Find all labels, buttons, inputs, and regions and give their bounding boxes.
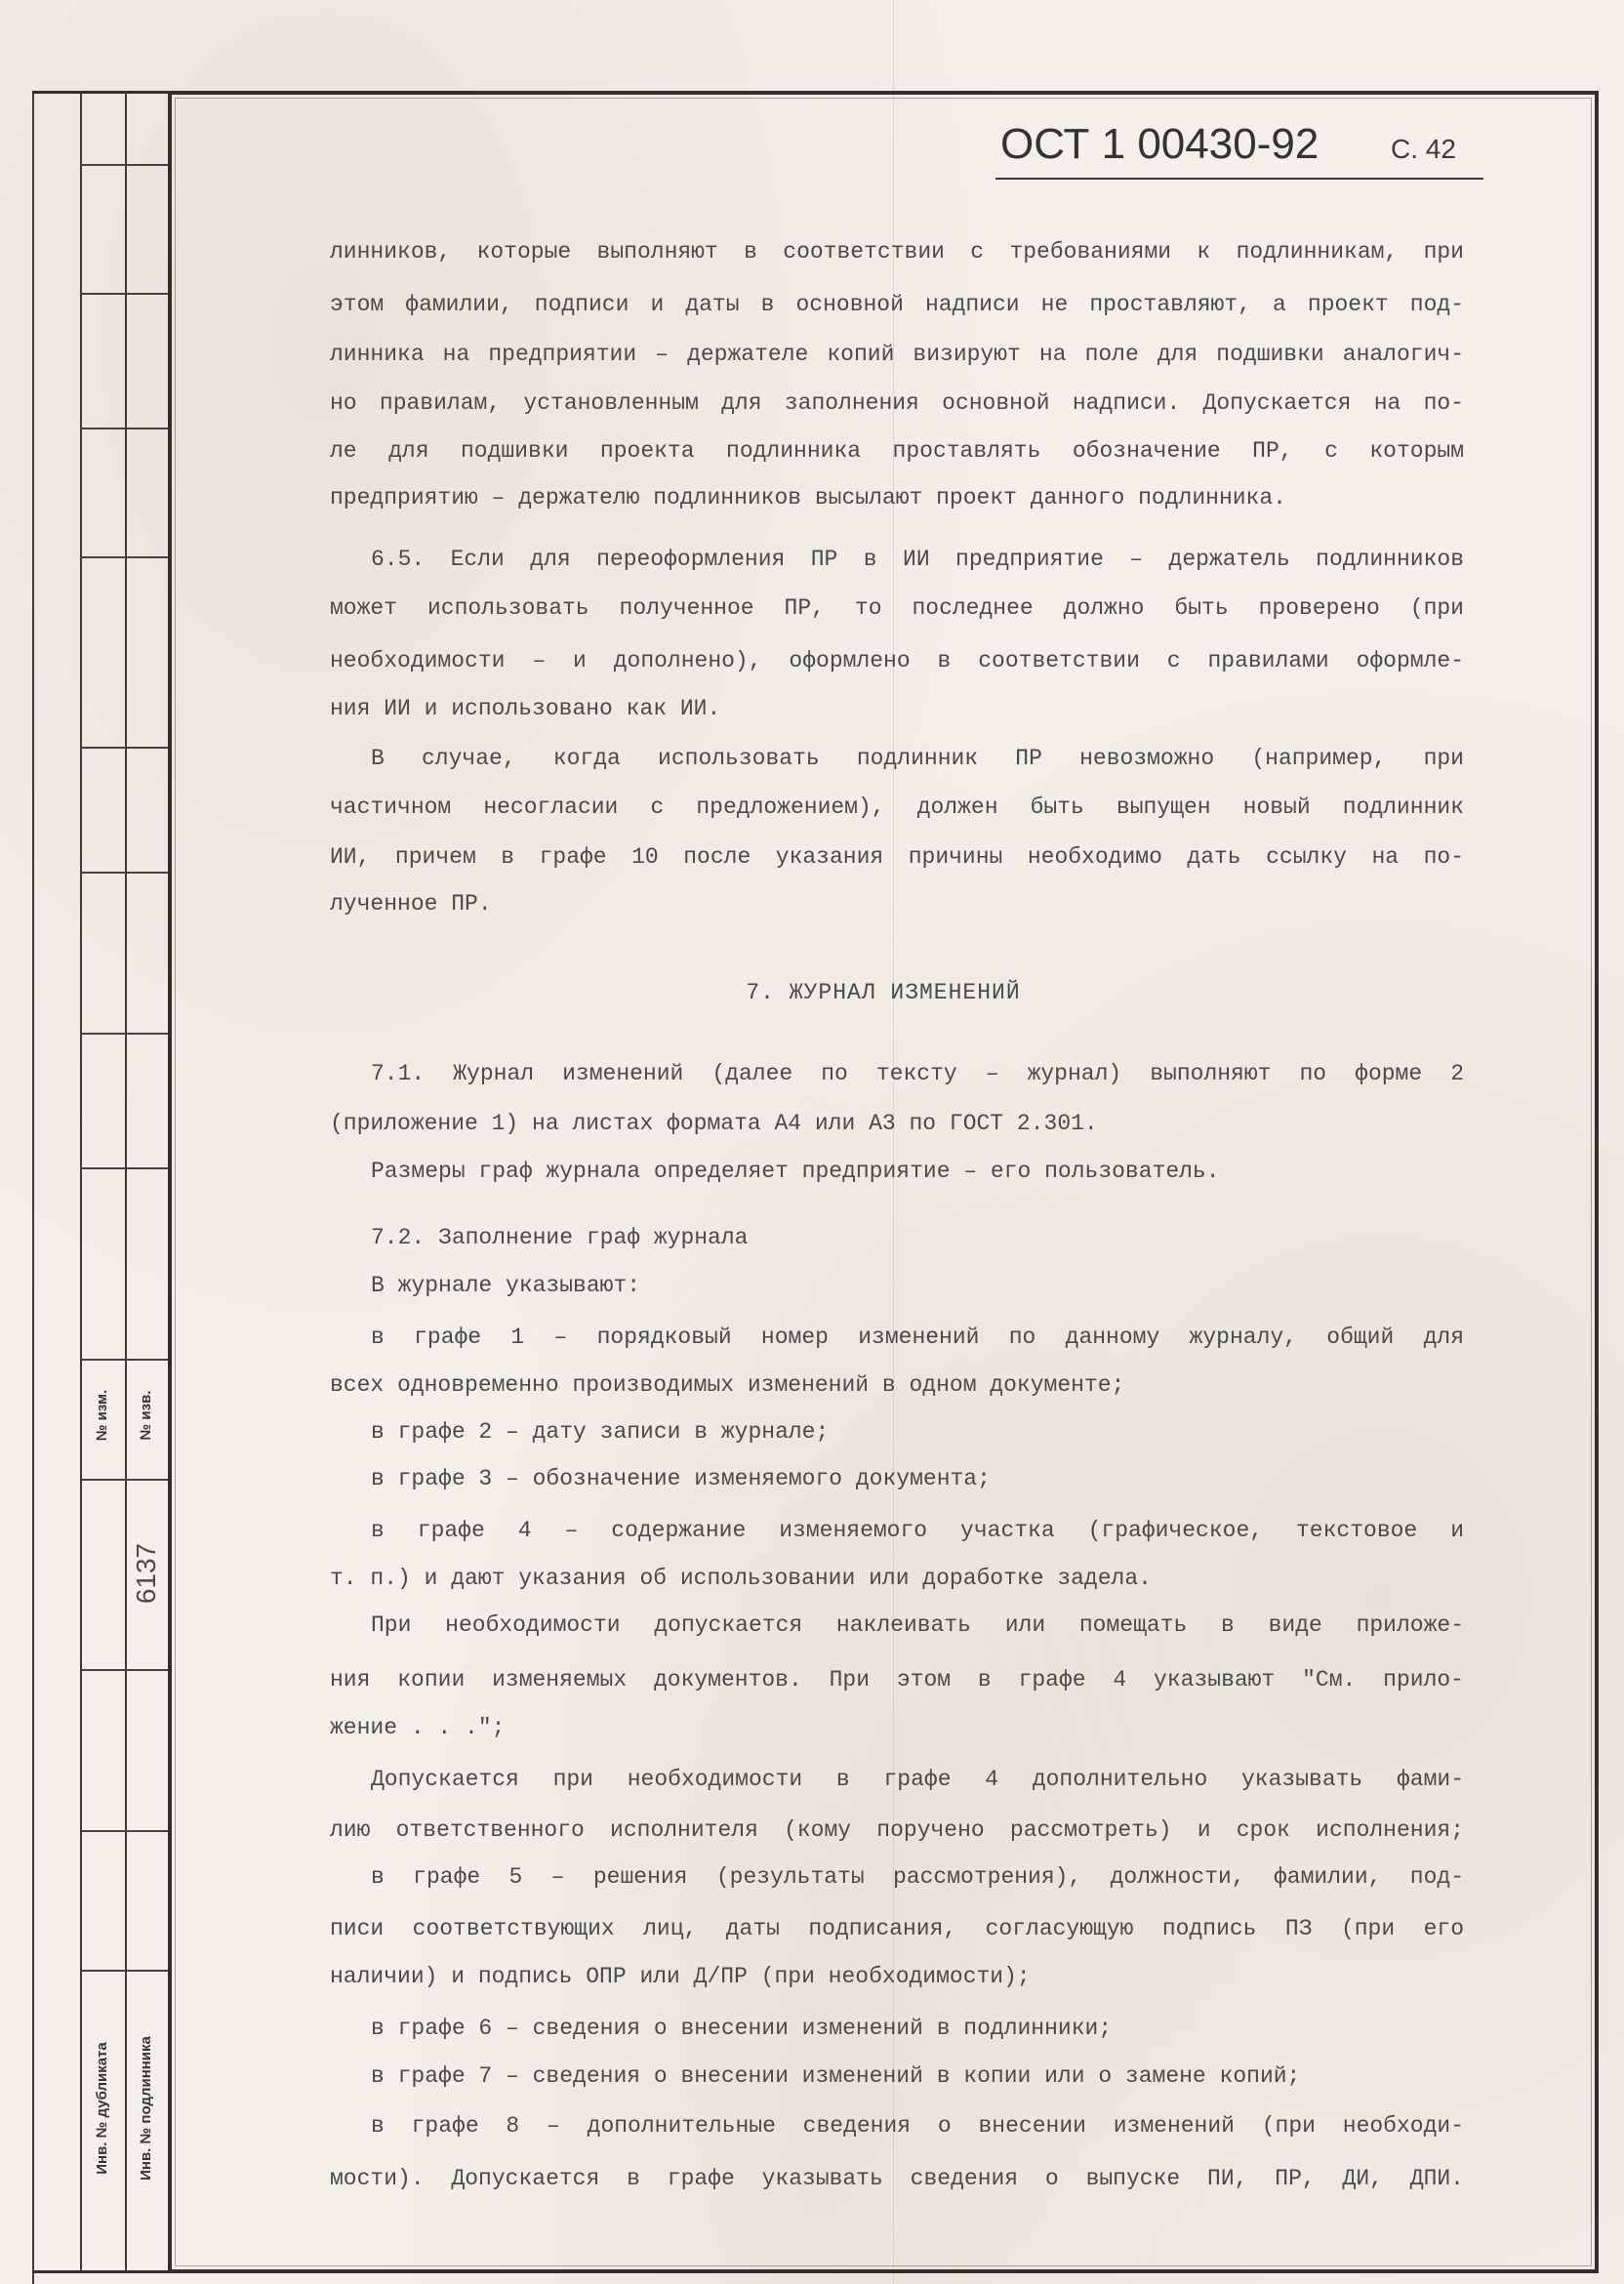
stamp-divider [80, 1830, 168, 1832]
stamp-divider [80, 872, 168, 874]
body-text-line: мости). Допускается в графе указывать сведения о выпуске ПИ, ПР, ДИ, ДПИ. [330, 2166, 1464, 2191]
body-text-line: 7.2. Заполнение граф журнала [371, 1225, 749, 1250]
body-text-line: лученное ПР. [330, 891, 492, 917]
section-heading: 7. ЖУРНАЛ ИЗМЕНЕНИЙ [746, 980, 1021, 1005]
stamp-strip-top-line [32, 91, 169, 94]
body-text-line: лию ответственного исполнителя (кому поручено рассмотреть) и срок исполнения; [330, 1817, 1464, 1843]
header-underline [995, 178, 1483, 180]
stamp-label-duplicate-inventory: Инв. № дубликата [94, 2042, 110, 2175]
body-text-line: Допускается при необходимости в графе 4 дополнительно указывать фами- [371, 1767, 1464, 1792]
body-text-line: ния ИИ и использовано как ИИ. [330, 696, 721, 721]
body-text-line: в графе 7 – сведения о внесении изменений в копии или о замене копий; [371, 2063, 1301, 2089]
stamp-column-rule [125, 91, 127, 2273]
document-code: ОСТ 1 00430-92 [1000, 120, 1320, 168]
body-text-line: в графе 2 – дату записи в журнале; [371, 1419, 830, 1445]
body-text-line: (приложение 1) на листах формата А4 или А3 по ГОСТ 2.301. [330, 1111, 1098, 1136]
sheet-edge-line [32, 91, 34, 2284]
body-text-line: жение . . ."; [330, 1715, 506, 1740]
body-text-line: в графе 8 – дополнительные сведения о внесении изменений (при необходи- [371, 2113, 1464, 2139]
stamp-divider [80, 1669, 168, 1671]
body-text-line: линников, которые выполняют в соответствии с требованиями к подлинникам, при [330, 239, 1464, 265]
body-text-line: ИИ, причем в графе 10 после указания причины необходимо дать ссылку на по- [330, 844, 1464, 870]
stamp-label-change-no: № изм. [94, 1389, 110, 1442]
stamp-divider [80, 164, 168, 166]
stamp-label-notice-no: № изв. [138, 1390, 154, 1441]
body-text-line: в графе 6 – сведения о внесении изменений в подлинники; [371, 2016, 1113, 2041]
body-text-line: необходимости – и дополнено), оформлено в соответствии с правилами оформле- [330, 648, 1464, 673]
stamp-divider [80, 293, 168, 295]
body-text-line: линника на предприятии – держателе копий визируют на поле для подшивки аналогич- [330, 342, 1464, 367]
page-number: С. 42 [1391, 134, 1456, 164]
body-text-line: в графе 5 – решения (результаты рассмотрения), должности, фамилии, под- [371, 1864, 1464, 1890]
stamp-divider [80, 747, 168, 749]
body-text-line: В журнале указывают: [371, 1273, 641, 1298]
body-text-line: в графе 1 – порядковый номер изменений по данному журналу, общий для [371, 1325, 1464, 1350]
body-text-line: писи соответствующих лиц, даты подписания, согласующую подпись ПЗ (при его [330, 1916, 1464, 1941]
stamp-column-rule [80, 91, 82, 2273]
body-text-line: предприятию – держателю подлинников высылают проект данного подлинника. [330, 485, 1286, 510]
body-text-line: наличии) и подпись ОПР или Д/ПР (при необходимости); [330, 1964, 1031, 1989]
stamp-divider [80, 1359, 168, 1361]
body-text-line: 7.1. Журнал изменений (далее по тексту – журнал) выполняют по форме 2 [371, 1061, 1464, 1086]
stamp-original-inventory-number: 6137 [131, 1542, 161, 1605]
stamp-strip-bottom-line [32, 2270, 169, 2273]
stamp-divider [80, 1479, 168, 1481]
body-text-line: ния копии изменяемых документов. При этом в графе 4 указывают "См. прило- [330, 1667, 1464, 1693]
stamp-divider [80, 1970, 168, 1972]
body-text-line: т. п.) и дают указания об использовании или доработке задела. [330, 1566, 1152, 1591]
body-text-line: всех одновременно производимых изменений в одном документе; [330, 1372, 1125, 1398]
body-text-line: Размеры граф журнала определяет предприятие – его пользователь. [371, 1159, 1220, 1184]
stamp-divider [80, 428, 168, 429]
body-text-line: может использовать полученное ПР, то последнее должно быть проверено (при [330, 595, 1464, 621]
body-text-line: частичном несогласии с предложением), должен быть выпущен новый подлинник [330, 795, 1464, 820]
stamp-divider [80, 1033, 168, 1035]
body-text-line: ле для подшивки проекта подлинника проставлять обозначение ПР, с которым [330, 438, 1464, 464]
body-text-line: в графе 4 – содержание изменяемого участка (графическое, текстовое и [371, 1518, 1464, 1543]
body-text-line: При необходимости допускается наклеивать или помещать в виде приложе- [371, 1612, 1464, 1638]
body-text-line: этом фамилии, подписи и даты в основной надписи не проставляют, а проект под- [330, 292, 1464, 317]
stamp-divider [80, 1167, 168, 1169]
stamp-divider [80, 556, 168, 558]
body-text-line: 6.5. Если для переоформления ПР в ИИ предприятие – держатель подлинников [371, 547, 1464, 572]
body-text-line: но правилам, установленным для заполнения основной надписи. Допускается на по- [330, 390, 1464, 416]
body-text-line: В случае, когда использовать подлинник ПР невозможно (например, при [371, 746, 1464, 771]
stamp-label-original-inventory: Инв. № подлинника [138, 2036, 154, 2181]
body-text-line: в графе 3 – обозначение изменяемого документа; [371, 1466, 991, 1491]
